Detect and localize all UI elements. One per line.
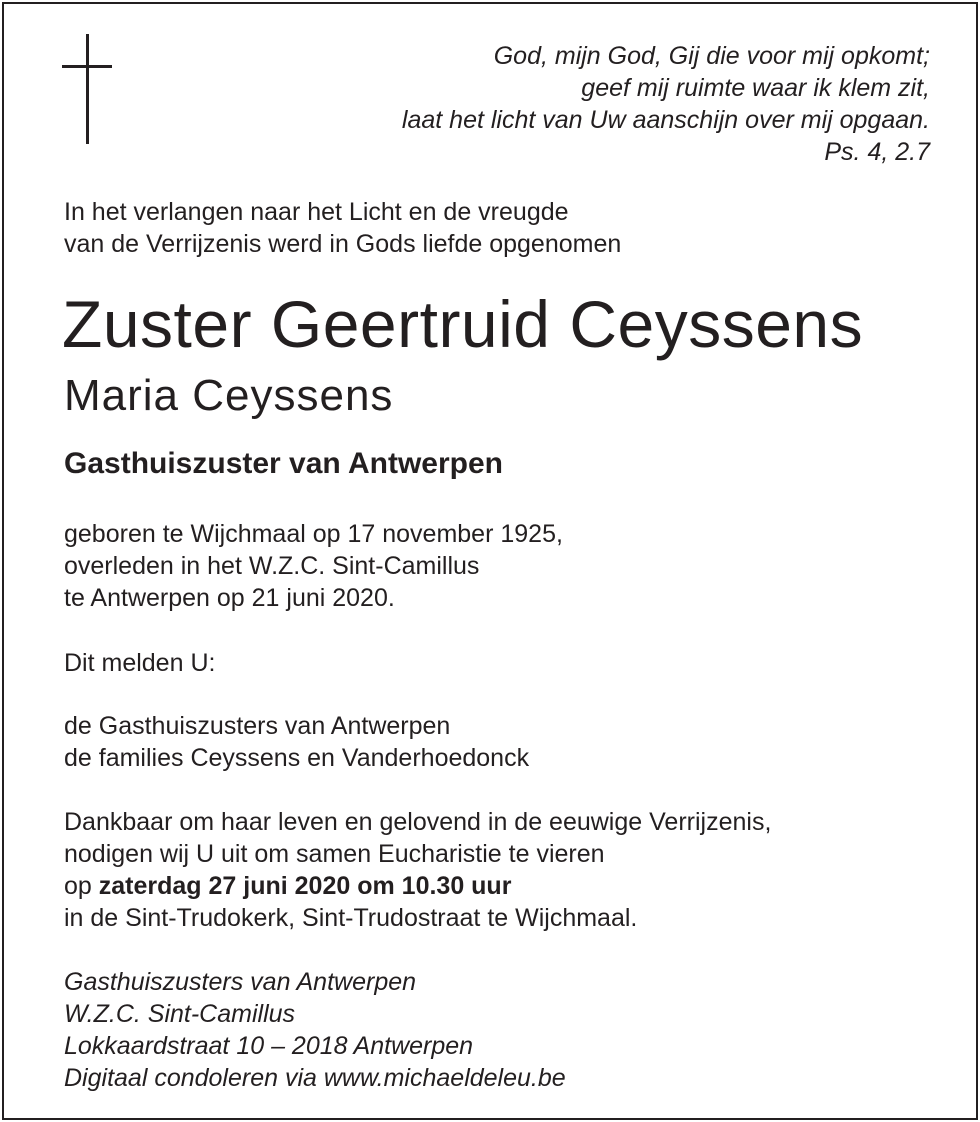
mass-date-line: [64, 870, 771, 902]
quote-line: laat het licht van Uw aanschijn over mij opgaan.: [401, 106, 930, 134]
quote-line: geef mij ruimte waar ik klem zit,: [581, 74, 930, 102]
quote-line: God, mijn God, Gij die voor mij opkomt;: [493, 42, 930, 70]
family-line: de Gasthuiszusters van Antwerpen: [64, 712, 451, 740]
life-line: overleden in het W.Z.C. Sint-Camillus: [64, 552, 480, 580]
mass-line: nodigen wij U uit om samen Eucharistie te vieren: [64, 840, 605, 868]
contact-address: Lokkaardstraat 10 – 2018 Antwerpen: [64, 1032, 474, 1060]
mass-date-prefix: op: [64, 872, 99, 900]
life-dates: [64, 518, 563, 614]
condolence-link[interactable]: Digitaal condoleren via www.michaeldeleu.be: [64, 1064, 566, 1092]
contact-info: [64, 966, 566, 1094]
mass-location: in de Sint-Trudokerk, Sint-Trudostraat te Wijchmaal.: [64, 904, 638, 932]
cross-icon: [62, 34, 112, 144]
mass-line: Dankbaar om haar leven en gelovend in de eeuwige Verrijzenis,: [64, 808, 772, 836]
life-line: te Antwerpen op 21 juni 2020.: [64, 584, 395, 612]
quote-reference: Ps. 4, 2.7: [824, 138, 930, 166]
family-list: [64, 710, 529, 774]
intro-line: In het verlangen naar het Licht en de vreugde: [64, 198, 569, 226]
contact-line: W.Z.C. Sint-Camillus: [64, 1000, 296, 1028]
psalm-quote: [402, 40, 930, 168]
religious-name: Zuster Geertruid Ceyssens: [62, 287, 864, 361]
religious-order: Gasthuiszuster van Antwerpen: [64, 447, 503, 480]
announce-text: Dit melden U:: [64, 649, 216, 677]
contact-line: Gasthuiszusters van Antwerpen: [64, 968, 417, 996]
obituary-card: [2, 2, 978, 1120]
funeral-mass-info: [64, 806, 771, 934]
intro-line: van de Verrijzenis werd in Gods liefde opgenomen: [64, 230, 622, 258]
family-line: de families Ceyssens en Vanderhoedonck: [64, 744, 530, 772]
life-line: geboren te Wijchmaal op 17 november 1925,: [64, 520, 563, 548]
mass-date: zaterdag 27 juni 2020 om 10.30 uur: [98, 872, 512, 900]
intro-text: [64, 196, 621, 260]
civil-name: Maria Ceyssens: [64, 371, 394, 420]
